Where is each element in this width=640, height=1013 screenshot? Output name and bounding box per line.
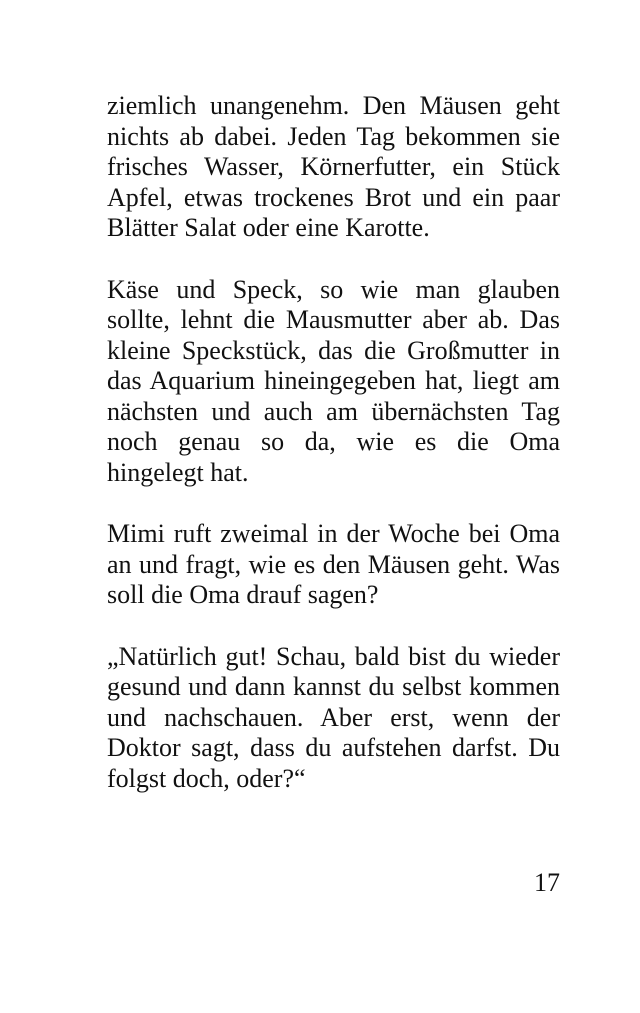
text-line: an und fragt, wie es den Mäusen geht. Was: [107, 549, 560, 579]
text-line: sollte, lehnt die Mausmutter aber ab. Das: [107, 305, 560, 334]
text-line: folgst doch, oder?“: [107, 763, 306, 793]
text-line: Käse und Speck, so wie man glauben: [107, 274, 560, 304]
text-line: nächsten und auch am übernächsten Tag: [107, 396, 560, 426]
text-line: hingelegt hat.: [107, 457, 249, 487]
text-line: Blätter Salat oder eine Karotte.: [107, 213, 430, 242]
text-line: noch genau so da, wie es die Oma: [107, 427, 560, 456]
text-line: Doktor sagt, dass du aufstehen darfst. Du: [107, 733, 560, 762]
text-line: Mimi ruft zweimal in der Woche bei Oma: [107, 519, 560, 548]
body-text: [107, 91, 560, 825]
text-line: frisches Wasser, Körnerfutter, ein Stück: [107, 152, 560, 181]
text-line: ziemlich unangenehm. Den Mäusen geht: [107, 91, 560, 120]
text-line: soll die Oma drauf sagen?: [107, 580, 379, 609]
paragraph-3: [107, 519, 560, 611]
paragraph-2: [107, 275, 560, 489]
page-number: 17: [534, 868, 560, 897]
text-line: nichts ab dabei. Jeden Tag bekommen sie: [107, 121, 560, 151]
paragraph-4: [107, 642, 560, 795]
text-line: „Natürlich gut! Schau, bald bist du wieder: [107, 641, 560, 671]
text-line: und nachschauen. Aber erst, wenn der: [107, 702, 560, 732]
paragraph-1: [107, 91, 560, 244]
text-line: kleine Speckstück, das die Großmutter in: [107, 335, 560, 365]
text-line: das Aquarium hineingegeben hat, liegt am: [107, 366, 560, 395]
text-line: Apfel, etwas trockenes Brot und ein paar: [107, 182, 560, 212]
text-line: gesund und dann kannst du selbst kommen: [107, 672, 560, 701]
